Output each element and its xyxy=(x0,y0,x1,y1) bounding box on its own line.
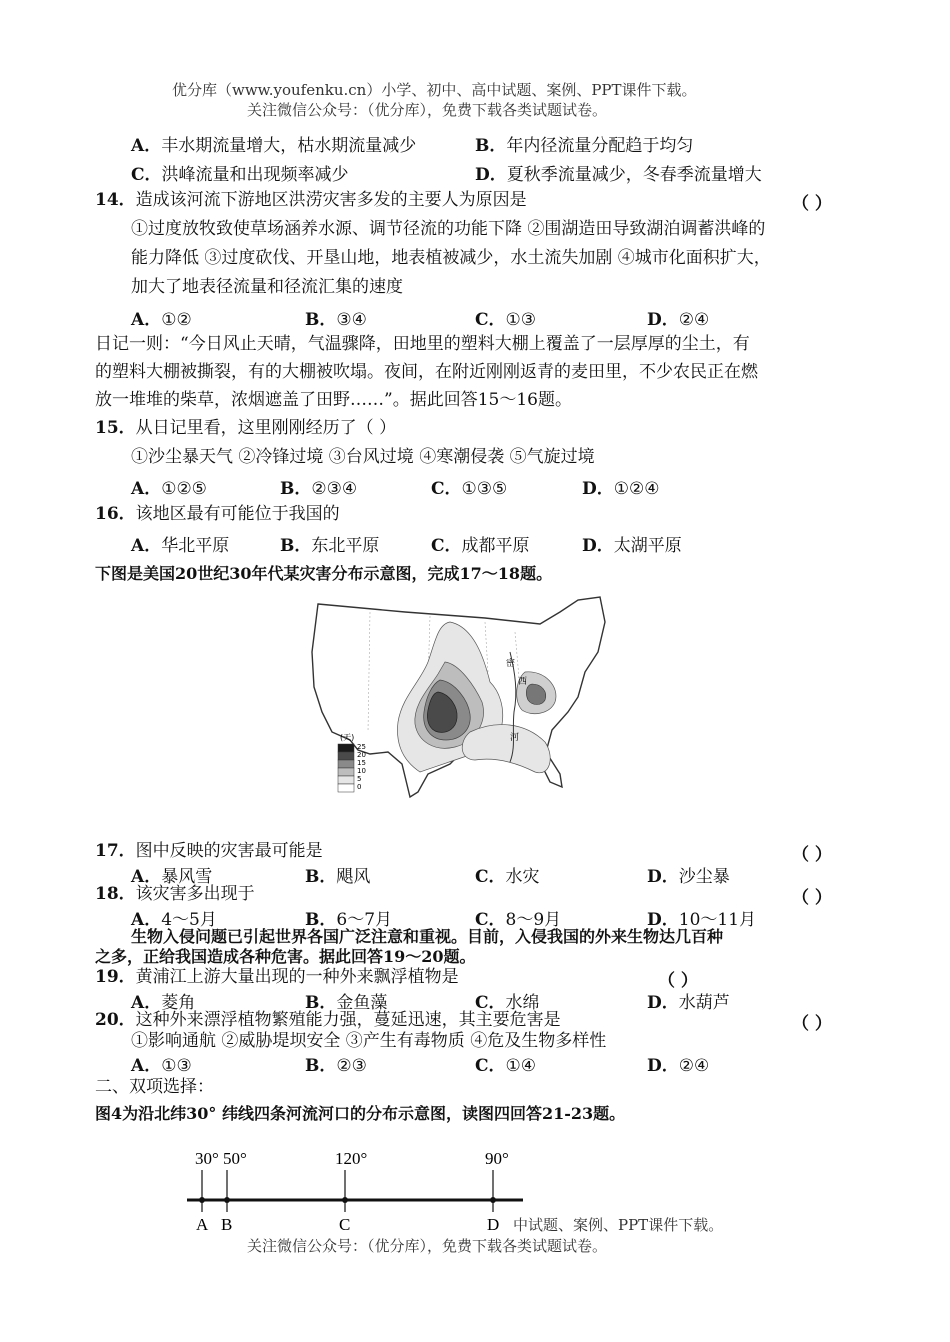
bio-intro-1: 生物入侵问题已引起世界各国广泛注意和重视。目前，入侵我国的外来生物达几百种 xyxy=(131,927,724,946)
q17-option-a: A．暴风雪 xyxy=(131,867,213,887)
fig4-latitude-diagram xyxy=(185,1140,525,1235)
q17-option-b: B．飓风 xyxy=(305,867,371,887)
q13-option-a: A．丰水期流量增大，枯水期流量减少 xyxy=(131,136,417,156)
map-intro: 下图是美国20世纪30年代某灾害分布示意图，完成17～18题。 xyxy=(95,564,553,583)
q19-answer-paren: （ ） xyxy=(658,971,698,991)
q17-option-d: D．沙尘暴 xyxy=(647,867,730,887)
diary-line-3: 放一堆堆的柴草，浓烟遮盖了田野……”。据此回答15～16题。 xyxy=(95,390,572,410)
q19-stem: 19．黄浦江上游大量出现的一种外来飘浮植物是 xyxy=(95,967,459,987)
header-line-2: 关注微信公众号：（优分库），免费下载各类试题试卷。 xyxy=(247,101,608,119)
q19-option-b: B．金鱼藻 xyxy=(305,993,388,1013)
q13-option-c: C．洪峰流量和出现频率减少 xyxy=(131,165,349,185)
q15-items: ①沙尘暴天气 ②冷锋过境 ③台风过境 ④寒潮侵袭 ⑤气旋过境 xyxy=(131,447,595,467)
footer-line-1: 中试题、案例、PPT课件下载。 xyxy=(513,1216,724,1234)
legend-value-0: 0 xyxy=(357,783,362,791)
q18-option-d: D．10～11月 xyxy=(647,910,757,930)
bio-intro-2: 之多，正给我国造成各种危害。据此回答19～20题。 xyxy=(95,947,476,966)
q14-answer-paren: （ ） xyxy=(792,194,832,214)
legend-value-15: 15 xyxy=(357,759,366,767)
q19-option-c: C．水绵 xyxy=(475,993,540,1013)
q18-option-c: C．8～9月 xyxy=(475,910,562,930)
river-label-2: 西 xyxy=(518,677,528,687)
q16-stem: 16．该地区最有可能位于我国的 xyxy=(95,504,340,524)
section-2-title: 二、双项选择： xyxy=(95,1077,214,1097)
q16-option-c: C．成都平原 xyxy=(431,536,530,556)
us-disaster-map xyxy=(310,592,610,807)
q20-option-d: D．②④ xyxy=(647,1056,710,1076)
legend-title: (天) xyxy=(340,733,355,742)
q20-option-a: A．①③ xyxy=(131,1056,192,1076)
q15-option-b: B．②③④ xyxy=(280,479,358,499)
point-label-a: A xyxy=(196,1215,209,1234)
q18-option-b: B．6～7月 xyxy=(305,910,393,930)
q14-body-3: 加大了地表径流量和径流汇集的速度 xyxy=(131,277,403,297)
q14-option-b: B．③④ xyxy=(305,310,367,330)
q20-option-c: C．①④ xyxy=(475,1056,537,1076)
legend-value-5: 5 xyxy=(357,775,362,783)
q14-body-1: ①过度放牧致使草场涵养水源、调节径流的功能下降 ②围湖造田导致湖泊调蓄洪峰的 xyxy=(131,219,766,239)
q15-option-a: A．①②⑤ xyxy=(131,479,207,499)
degree-label-b: 50° xyxy=(223,1149,247,1168)
q14-body-2: 能力降低 ③过度砍伐、开垦山地，地表植被减少，水土流失加剧 ④城市化面积扩大， xyxy=(131,248,771,268)
diary-line-1: 日记一则：“今日风止天晴，气温骤降，田地里的塑料大棚上覆盖了一层厚厚的尘土，有 xyxy=(95,334,750,354)
q18-stem: 18．该灾害多出现于 xyxy=(95,884,255,904)
river-label-3: 河 xyxy=(510,733,520,743)
header-line-1: 优分库（www.youfenku.cn）小学、初中、高中试题、案例、PPT课件下载。 xyxy=(172,81,697,99)
q20-stem: 20．这种外来漂浮植物繁殖能力强，蔓延迅速，其主要危害是 xyxy=(95,1010,561,1030)
q17-answer-paren: （ ） xyxy=(792,845,832,865)
q14-option-c: C．①③ xyxy=(475,310,537,330)
q13-option-d: D．夏秋季流量减少，冬春季流量增大 xyxy=(475,165,762,185)
legend-value-25: 25 xyxy=(357,743,366,751)
q20-option-b: B．②③ xyxy=(305,1056,367,1076)
q16-option-b: B．东北平原 xyxy=(280,536,380,556)
q15-option-d: D．①②④ xyxy=(582,479,660,499)
q14-option-d: D．②④ xyxy=(647,310,710,330)
q18-answer-paren: （ ） xyxy=(792,888,832,908)
q20-answer-paren: （ ） xyxy=(792,1014,832,1034)
point-label-c: C xyxy=(339,1215,351,1234)
legend-value-20: 20 xyxy=(357,751,366,759)
q19-option-d: D．水葫芦 xyxy=(647,993,730,1013)
point-label-b: B xyxy=(221,1215,233,1234)
q15-option-c: C．①③⑤ xyxy=(431,479,508,499)
q16-option-d: D．太湖平原 xyxy=(582,536,682,556)
q19-option-a: A．菱角 xyxy=(131,993,196,1013)
footer-line-2: 关注微信公众号：（优分库），免费下载各类试题试卷。 xyxy=(247,1237,608,1255)
q17-stem: 17．图中反映的灾害最可能是 xyxy=(95,841,323,861)
q15-stem: 15．从日记里看，这里刚刚经历了（ ） xyxy=(95,418,397,438)
point-label-d: D xyxy=(487,1215,500,1234)
river-label-1: 密 xyxy=(506,659,516,669)
legend-value-10: 10 xyxy=(357,767,366,775)
degree-label-d: 90° xyxy=(485,1149,509,1168)
degree-label-c: 120° xyxy=(335,1149,368,1168)
fig4-intro: 图4为沿北纬30° 纬线四条河流河口的分布示意图，读图四回答21-23题。 xyxy=(95,1104,626,1123)
diary-line-2: 的塑料大棚被撕裂，有的大棚被吹塌。夜间，在附近刚刚返青的麦田里，不少农民正在燃 xyxy=(95,362,758,382)
q14-option-a: A．①② xyxy=(131,310,192,330)
q13-option-b: B．年内径流量分配趋于均匀 xyxy=(475,136,694,156)
degree-label-a: 30° xyxy=(195,1149,219,1168)
q14-stem: 14．造成该河流下游地区洪涝灾害多发的主要人为原因是 xyxy=(95,190,527,210)
q17-option-c: C．水灾 xyxy=(475,867,540,887)
q16-option-a: A．华北平原 xyxy=(131,536,230,556)
q18-option-a: A．4～5月 xyxy=(131,910,217,930)
q20-items: ①影响通航 ②威胁堤坝安全 ③产生有毒物质 ④危及生物多样性 xyxy=(131,1031,607,1051)
